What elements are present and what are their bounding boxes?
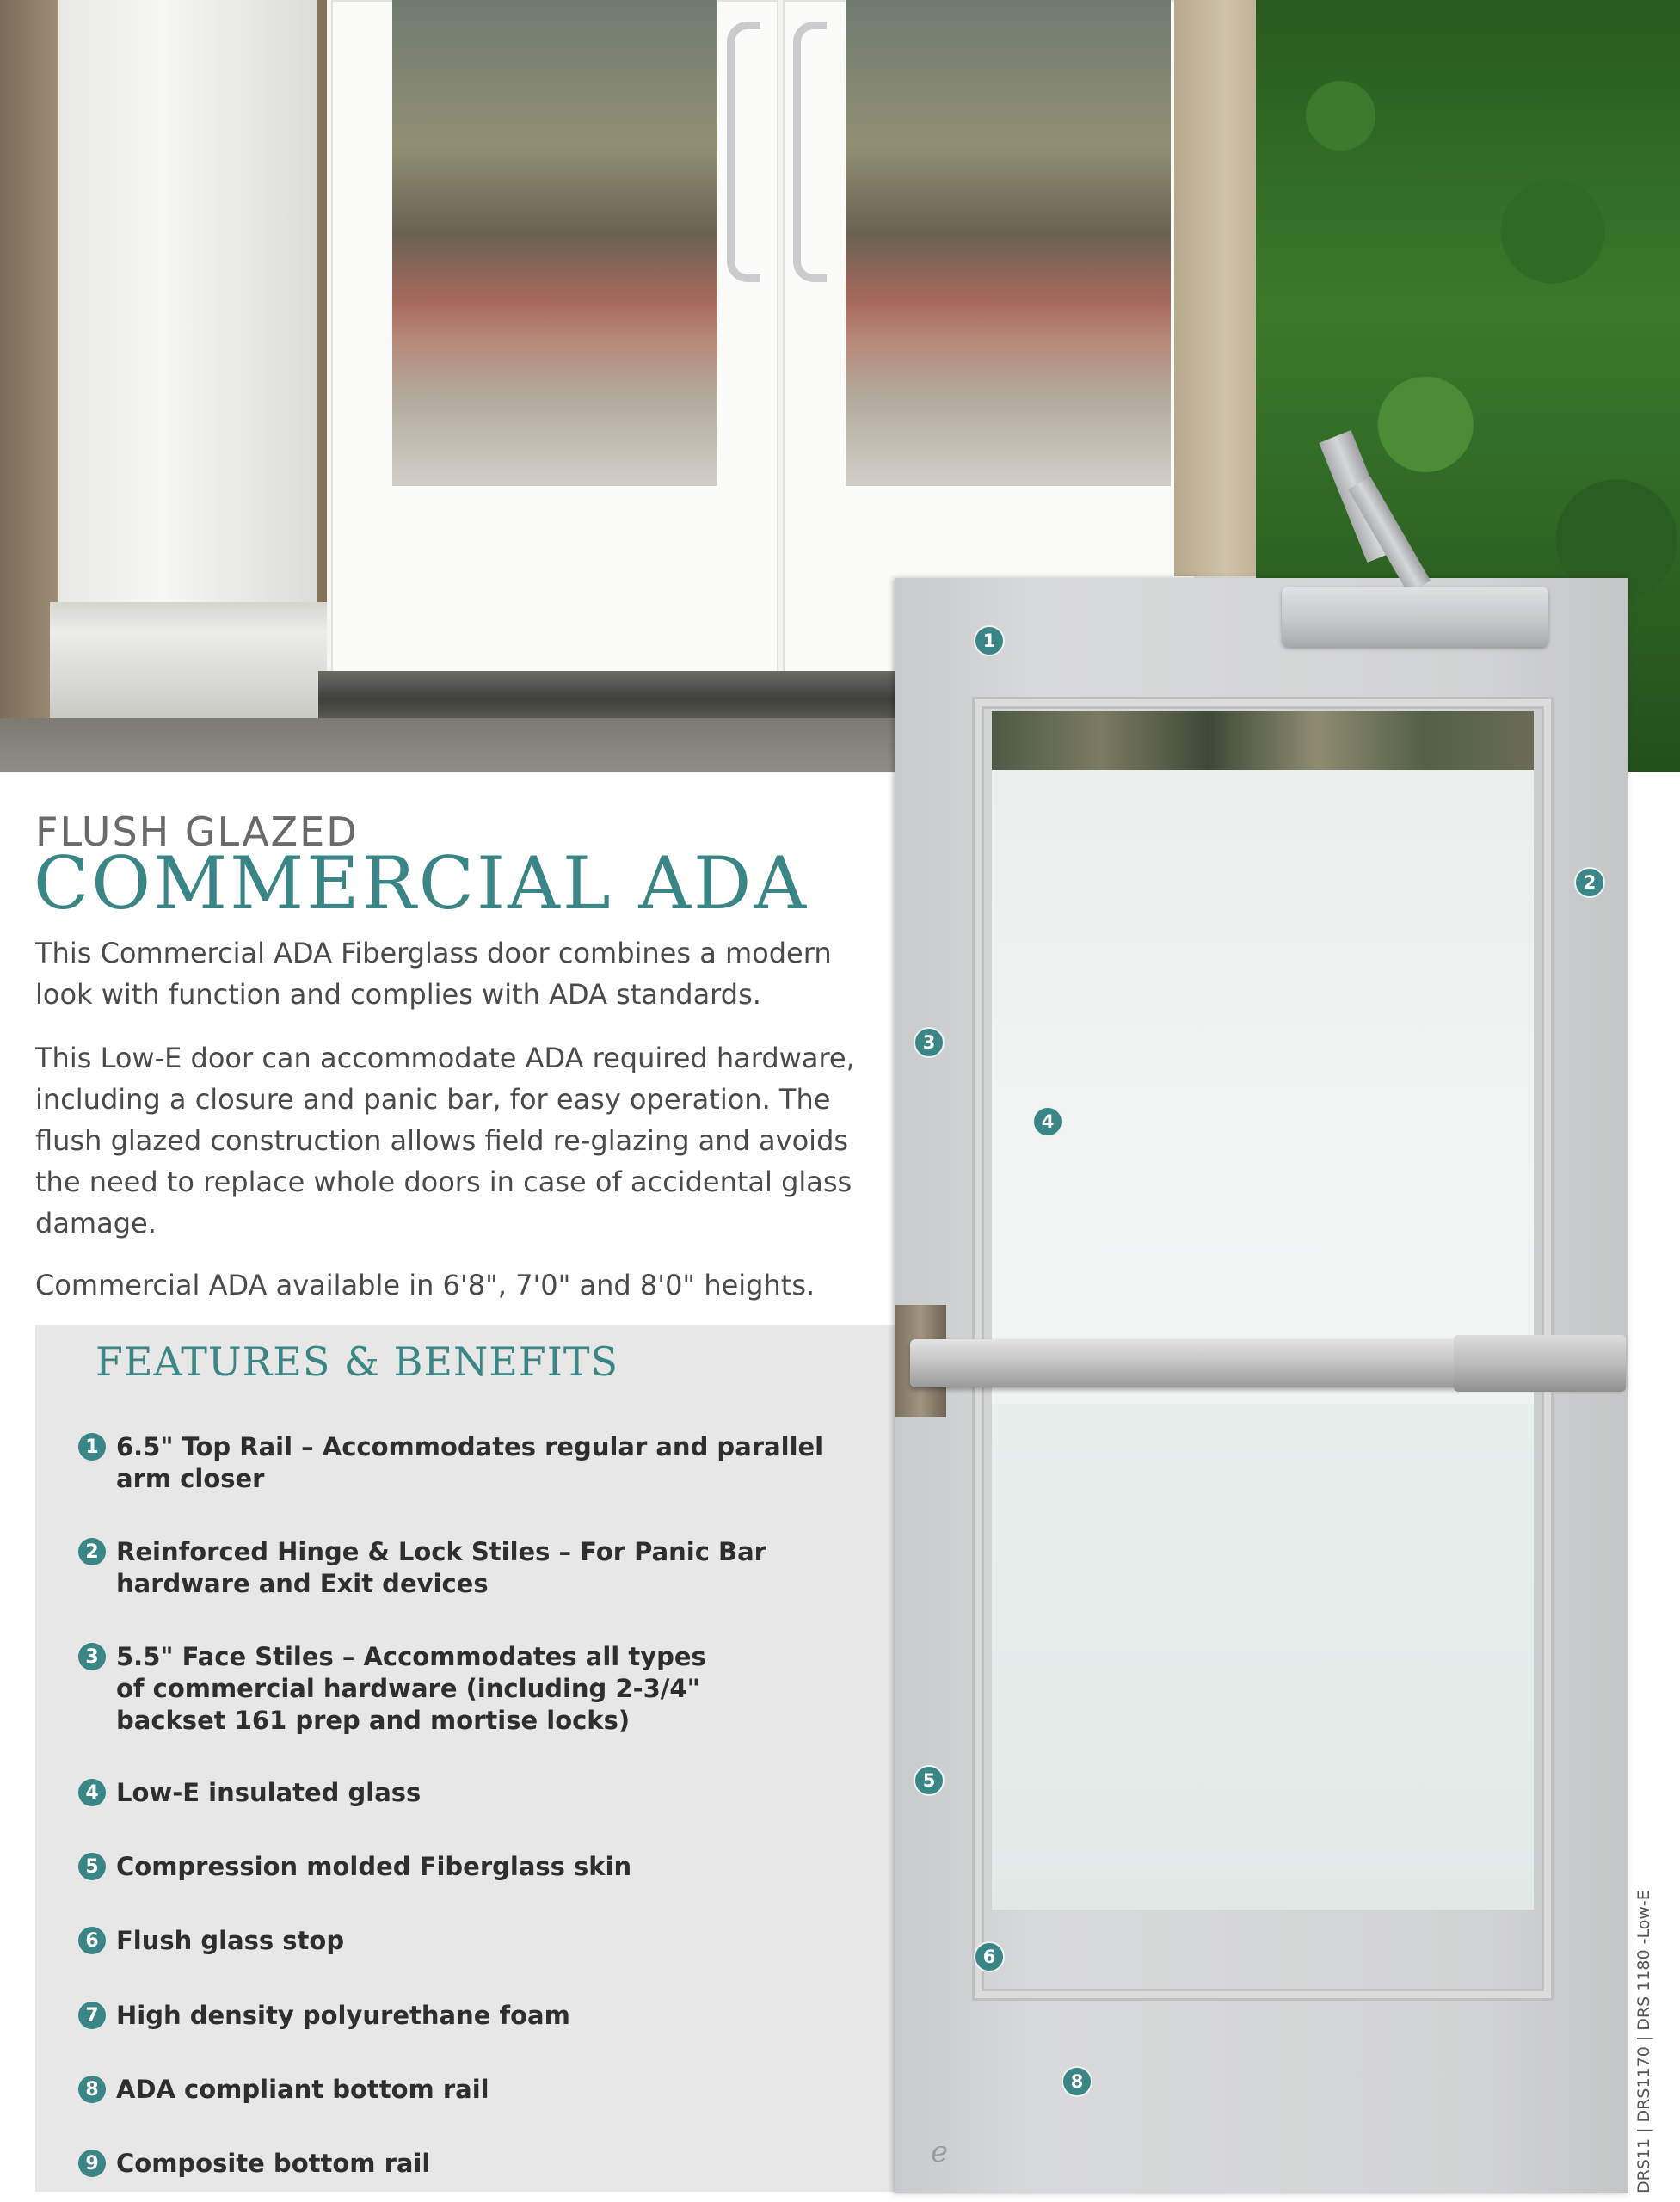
feature-number: 9: [78, 2150, 106, 2177]
door-glass-lower: [992, 1404, 1534, 1910]
callout-badge: 1: [974, 625, 1005, 656]
left-door-handle: [727, 22, 760, 282]
feature-item: [78, 2074, 852, 2106]
feature-text: High density polyurethane foam: [116, 2001, 570, 2030]
feature-item: [78, 1925, 852, 1957]
features-title: FEATURES & BENEFITS: [95, 1338, 619, 1385]
panic-bar-end: [1454, 1335, 1626, 1392]
right-door-glass: [846, 0, 1171, 486]
feature-number: 1: [78, 1433, 106, 1461]
callout-badge: 5: [914, 1765, 945, 1796]
feature-text: Reinforced Hinge & Lock Stiles – For Panic Bar hardware and Exit devices: [116, 1537, 766, 1598]
feature-number: 3: [78, 1643, 106, 1670]
intro-paragraph-1: This Commercial ADA Fiberglass door combines a modern look with function and complies with ADA standards.: [35, 937, 832, 1011]
callout-badge: 4: [1032, 1106, 1063, 1137]
page-title: COMMERCIAL ADA: [34, 841, 809, 926]
intro-paragraph-2: This Low-E door can accommodate ADA required hardware, including a closure and panic bar, for easy operation. The flush glazed construction allows field re-glazing and avoids the need to replace whole doors in case of accidental glass damage.: [35, 1042, 855, 1239]
feature-number: 8: [78, 2076, 106, 2103]
feature-number: 6: [78, 1927, 106, 1954]
door-illustration: [895, 578, 1628, 2193]
subtitle: FLUSH GLAZED: [35, 809, 359, 855]
right-door-handle: [793, 22, 827, 282]
intro-paragraph-3: Commercial ADA available in 6'8", 7'0" and 8'0" heights.: [35, 1269, 815, 1301]
feature-text: ADA compliant bottom rail: [116, 2075, 489, 2104]
feature-text: 5.5" Face Stiles – Accommodates all types of commercial hardware (including 2-3/4" backset 161 prep and mortise locks): [116, 1642, 706, 1735]
feature-number: 5: [78, 1853, 106, 1880]
callout-badge: 6: [974, 1941, 1005, 1972]
feature-number: 4: [78, 1779, 106, 1806]
feature-number: 7: [78, 2002, 106, 2029]
feature-text: Low-E insulated glass: [116, 1778, 422, 1807]
feature-text: 6.5" Top Rail – Accommodates regular and parallel arm closer: [116, 1432, 824, 1493]
door-closer: [1282, 587, 1548, 647]
feature-item: [78, 1777, 852, 1809]
feature-text: Compression molded Fiberglass skin: [116, 1852, 632, 1881]
column-base: [50, 602, 334, 723]
callout-badge: 2: [1574, 867, 1605, 898]
callout-badge: 8: [1062, 2066, 1092, 2097]
feature-text: Composite bottom rail: [116, 2149, 431, 2178]
left-door-glass: [392, 0, 717, 486]
feature-item: [78, 1641, 852, 1737]
feature-item: [78, 1431, 852, 1495]
model-code: DRS11 | DRS1170 | DRS 1180 -Low-E: [1634, 1890, 1653, 2193]
features-panel: [35, 1325, 904, 2192]
callout-badge: 3: [914, 1027, 945, 1058]
feature-number: 2: [78, 1538, 106, 1565]
feature-item: [78, 1851, 852, 1883]
feature-item: [78, 1536, 852, 1600]
glass-reflection: [992, 711, 1534, 770]
feature-text: Flush glass stop: [116, 1926, 345, 1955]
feature-item: [78, 2000, 852, 2032]
feature-item: [78, 2148, 852, 2180]
brand-logo: e: [931, 2135, 949, 2169]
